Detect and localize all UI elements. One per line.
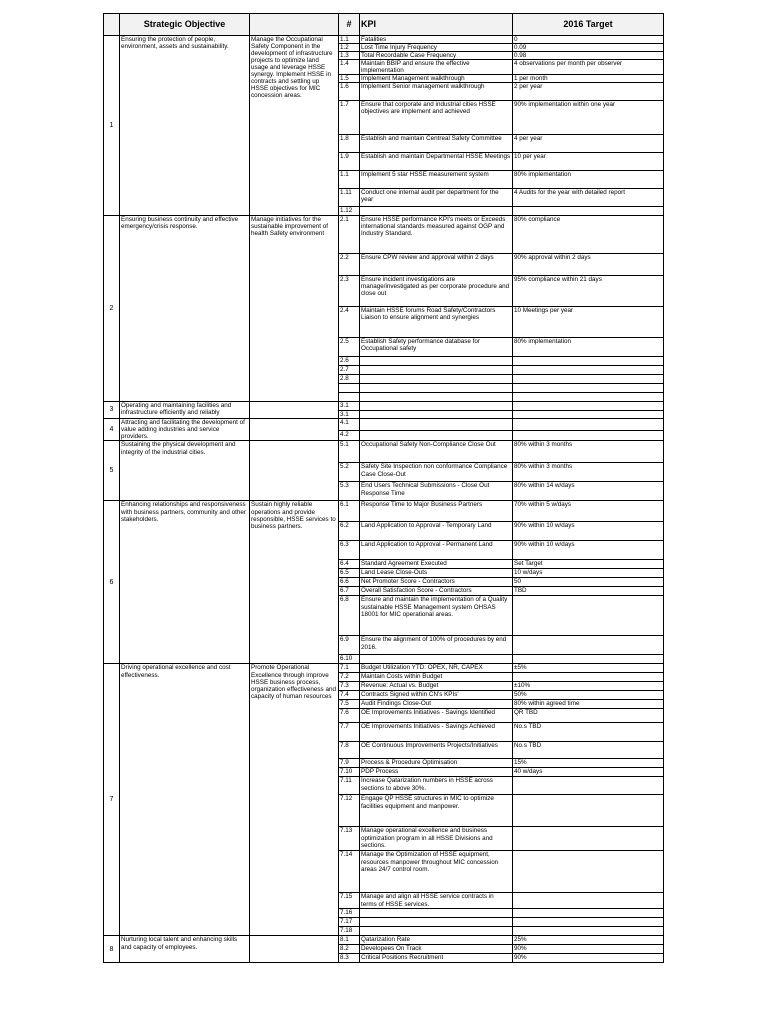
kpi-id: 7.14 <box>339 851 360 893</box>
kpi-target: 15% <box>513 759 664 768</box>
section-number: 8 <box>104 936 120 963</box>
kpi-target <box>513 384 664 393</box>
kpi-target <box>513 431 664 441</box>
strategic-objective: Driving operational excellence and cost effectiveness. <box>120 664 250 936</box>
kpi-target: QR TBD <box>513 709 664 723</box>
header-target: 2016 Target <box>513 14 664 36</box>
kpi-row <box>104 664 664 673</box>
kpi-target: 90% within 10 w/days <box>513 541 664 560</box>
kpi-id: 1.6 <box>339 83 360 101</box>
kpi-target: 80% compliance <box>513 216 664 254</box>
kpi-id: 6.3 <box>339 541 360 560</box>
kpi-text: Critical Positions Recruitment <box>360 954 513 963</box>
kpi-id: 1.11 <box>339 189 360 207</box>
initiative <box>250 419 339 441</box>
header-row <box>104 14 664 36</box>
kpi-id: 1.2 <box>339 44 360 52</box>
kpi-id: 1.8 <box>339 135 360 153</box>
kpi-text: Establish Safety performance database for Occupational safety <box>360 338 513 357</box>
kpi-text: Establish and maintain Centreal Safety Committee <box>360 135 513 153</box>
kpi-text: Land Lease Close-Outs <box>360 569 513 578</box>
kpi-id: 7.13 <box>339 827 360 851</box>
section-number: 2 <box>104 216 120 402</box>
kpi-id: 7.7 <box>339 723 360 742</box>
kpi-target: ±10% <box>513 682 664 691</box>
kpi-id: 1.3 <box>339 52 360 60</box>
kpi-target: 0.09 <box>513 44 664 52</box>
initiative <box>250 936 339 963</box>
kpi-id: 3.1 <box>339 411 360 419</box>
kpi-id: 7.4 <box>339 691 360 700</box>
kpi-id: 7.12 <box>339 795 360 827</box>
kpi-text: Overall Satisfaction Score - Contractors <box>360 587 513 596</box>
kpi-text <box>360 927 513 936</box>
kpi-target: 40 w/days <box>513 768 664 777</box>
kpi-text <box>360 419 513 431</box>
kpi-target <box>513 918 664 927</box>
kpi-id: 6.5 <box>339 569 360 578</box>
kpi-target: 90% within 10 w/days <box>513 522 664 541</box>
kpi-text <box>360 357 513 366</box>
kpi-table <box>103 13 664 963</box>
initiative: Sustain highly reliable operations and provide responsible, HSSE services to business partners. <box>250 501 339 664</box>
header-objective: Strategic Objective <box>120 14 250 36</box>
kpi-text: Land Application to Approval - Permanent Land <box>360 541 513 560</box>
kpi-text: OE Continuous Improvements Projects/Initiatives <box>360 742 513 759</box>
kpi-text: Land Application to Approval - Temporary Land <box>360 522 513 541</box>
kpi-text: PDP Process <box>360 768 513 777</box>
kpi-target: 10 Meetings per year <box>513 307 664 338</box>
kpi-text: Lost Time Injury Frequency <box>360 44 513 52</box>
kpi-id: 2.3 <box>339 276 360 307</box>
kpi-id: 1.5 <box>339 75 360 83</box>
kpi-text: Implement Senior management walkthrough <box>360 83 513 101</box>
kpi-text: Contracts Signed within CN's KPIs' <box>360 691 513 700</box>
kpi-id: 6.4 <box>339 560 360 569</box>
kpi-text: Qatarization Rate <box>360 936 513 945</box>
kpi-target <box>513 777 664 795</box>
kpi-target: No.s TBD <box>513 723 664 742</box>
kpi-target: No.s TBD <box>513 742 664 759</box>
initiative: Manage the Occupational Safety Component in the development of infrastructure projects to optimize land usage and leverage HSSE synergy. Implement HSSE in contracts and settling up HSSE objectives for MIC concession areas. <box>250 36 339 216</box>
kpi-target: 80% within agreed time <box>513 700 664 709</box>
kpi-text <box>360 909 513 918</box>
section-number: 6 <box>104 501 120 664</box>
kpi-target: TBD <box>513 587 664 596</box>
kpi-target <box>513 655 664 664</box>
kpi-id: 7.2 <box>339 673 360 682</box>
kpi-target: 70% within 5 w/days <box>513 501 664 522</box>
kpi-target <box>513 402 664 411</box>
kpi-row <box>104 419 664 431</box>
kpi-target <box>513 411 664 419</box>
kpi-id: 7.16 <box>339 909 360 918</box>
kpi-text <box>360 384 513 393</box>
kpi-id: 2.2 <box>339 254 360 276</box>
kpi-target <box>513 893 664 909</box>
kpi-text <box>360 393 513 402</box>
strategic-objective: Ensuring business continuity and effective emergency/crisis response. <box>120 216 250 402</box>
kpi-target: 90% implementation within one year <box>513 101 664 135</box>
kpi-text <box>360 366 513 375</box>
kpi-id: 6.10 <box>339 655 360 664</box>
kpi-id: 6.6 <box>339 578 360 587</box>
kpi-text: Safety Site Inspection non conformance Compliance Case Close-Out <box>360 463 513 482</box>
kpi-target: 80% within 14 w/days <box>513 482 664 501</box>
initiative <box>250 402 339 419</box>
kpi-id: 7.15 <box>339 893 360 909</box>
kpi-target <box>513 393 664 402</box>
kpi-text: Revenue: Actual vs. Budget <box>360 682 513 691</box>
kpi-row <box>104 216 664 254</box>
kpi-target <box>513 909 664 918</box>
kpi-id: 2.6 <box>339 357 360 366</box>
kpi-text: Fatalities <box>360 36 513 44</box>
kpi-text: OE Improvements Initiatives - Savings Identified <box>360 709 513 723</box>
kpi-text: Implement Management walkthrough <box>360 75 513 83</box>
kpi-id: 4.1 <box>339 419 360 431</box>
kpi-id <box>339 384 360 393</box>
kpi-text: Net Promoter Score - Contractors <box>360 578 513 587</box>
kpi-id: 2.7 <box>339 366 360 375</box>
header-initiative <box>250 14 339 36</box>
kpi-row <box>104 501 664 522</box>
kpi-id: 7.1 <box>339 664 360 673</box>
kpi-text: Ensure HSSE performance KPI's meets or Exceeds international standards measured against OGP and Industry Standard. <box>360 216 513 254</box>
kpi-target: 25% <box>513 936 664 945</box>
kpi-id: 8.1 <box>339 936 360 945</box>
kpi-text <box>360 655 513 664</box>
kpi-id: 6.2 <box>339 522 360 541</box>
section-number: 7 <box>104 664 120 936</box>
kpi-target: 4 per year <box>513 135 664 153</box>
kpi-target: 95% compliance within 21 days <box>513 276 664 307</box>
kpi-id: 7.17 <box>339 918 360 927</box>
kpi-text: Establish and maintain Departmental HSSE Meetings <box>360 153 513 171</box>
kpi-id: 1.1 <box>339 171 360 189</box>
kpi-target: 10 w/days <box>513 569 664 578</box>
kpi-text <box>360 207 513 216</box>
strategic-objective: Sustaining the physical development and integrity of the industrial cities. <box>120 441 250 501</box>
kpi-text: Occupational Safety Non-Compliance Close Out <box>360 441 513 463</box>
header-hash: # <box>339 14 360 36</box>
kpi-text: Manage and align all HSSE service contracts in terms of HSSE services. <box>360 893 513 909</box>
kpi-text <box>360 402 513 411</box>
kpi-target: 80% within 3 months <box>513 441 664 463</box>
kpi-target <box>513 366 664 375</box>
kpi-id: 1.12 <box>339 207 360 216</box>
kpi-id: 1.1 <box>339 36 360 44</box>
kpi-id: 3.1 <box>339 402 360 411</box>
kpi-id: 5.2 <box>339 463 360 482</box>
kpi-text: Ensure that corporate and industrial cities HSSE objectives are implement and achieved <box>360 101 513 135</box>
kpi-id: 8.3 <box>339 954 360 963</box>
kpi-id: 7.6 <box>339 709 360 723</box>
kpi-id: 6.8 <box>339 596 360 636</box>
strategic-objective: Enhancing relationships and responsiveness with business partners, community and other stakeholders. <box>120 501 250 664</box>
kpi-text <box>360 918 513 927</box>
section-number: 5 <box>104 441 120 501</box>
kpi-text: Ensure incident investigations are manage/investigated as per corporate procedure and close out <box>360 276 513 307</box>
kpi-id: 5.3 <box>339 482 360 501</box>
kpi-id: 1.4 <box>339 60 360 75</box>
kpi-id: 7.9 <box>339 759 360 768</box>
kpi-target: 90% approval within 2 days <box>513 254 664 276</box>
kpi-id: 7.5 <box>339 700 360 709</box>
kpi-target: 80% implementation <box>513 171 664 189</box>
kpi-id: 6.1 <box>339 501 360 522</box>
kpi-target: 80% implementation <box>513 338 664 357</box>
kpi-target: ±5% <box>513 664 664 673</box>
kpi-target: 0 <box>513 36 664 44</box>
kpi-id: 5.1 <box>339 441 360 463</box>
kpi-id: 2.5 <box>339 338 360 357</box>
kpi-target: 0.98 <box>513 52 664 60</box>
kpi-text <box>360 431 513 441</box>
kpi-text: Response Time to Major Business Partners <box>360 501 513 522</box>
initiative: Manage initiatives for the sustainable improvement of health Safety environment <box>250 216 339 402</box>
header-blank <box>104 14 120 36</box>
kpi-target: 90% <box>513 954 664 963</box>
kpi-target: 50 <box>513 578 664 587</box>
kpi-target: 90% <box>513 945 664 954</box>
kpi-text: Manage operational excellence and business optimization program in all HSSE Divisions and sections. <box>360 827 513 851</box>
kpi-target: 2 per year <box>513 83 664 101</box>
kpi-id: 8.2 <box>339 945 360 954</box>
kpi-target <box>513 673 664 682</box>
kpi-target <box>513 827 664 851</box>
kpi-text: Maintain BBIP and ensure the effective implementation <box>360 60 513 75</box>
kpi-id: 7.10 <box>339 768 360 777</box>
kpi-id: 1.9 <box>339 153 360 171</box>
initiative: Promote Operational Excellence through improve HSSE business process, organization effectiveness and capacity of human resources <box>250 664 339 936</box>
initiative <box>250 441 339 501</box>
kpi-id: 7.18 <box>339 927 360 936</box>
kpi-id: 7.8 <box>339 742 360 759</box>
kpi-target <box>513 207 664 216</box>
kpi-target <box>513 419 664 431</box>
kpi-text: Standard Agreement Executed <box>360 560 513 569</box>
kpi-id: 7.11 <box>339 777 360 795</box>
kpi-table-body <box>104 36 664 963</box>
kpi-text: Developees On Track <box>360 945 513 954</box>
kpi-id <box>339 393 360 402</box>
kpi-id: 2.1 <box>339 216 360 254</box>
kpi-target: Set Target <box>513 560 664 569</box>
kpi-id: 7.3 <box>339 682 360 691</box>
kpi-row <box>104 441 664 463</box>
kpi-text: Maintain HSSE forums Road Safety/Contractors Liaison to ensure alignment and synergies <box>360 307 513 338</box>
kpi-text: Budget Utilization YTD: OPEX, NR, CAPEX <box>360 664 513 673</box>
kpi-target <box>513 851 664 893</box>
kpi-text: Process & Procedure Optimisation <box>360 759 513 768</box>
kpi-text: Maintain Costs within Budget <box>360 673 513 682</box>
kpi-target: 4 observations per month per observer <box>513 60 664 75</box>
kpi-target <box>513 375 664 384</box>
kpi-target: 10 per year <box>513 153 664 171</box>
header-kpi: KPI <box>360 14 513 36</box>
kpi-target: 1 per month <box>513 75 664 83</box>
kpi-id: 2.4 <box>339 307 360 338</box>
kpi-target: 80% within 3 months <box>513 463 664 482</box>
kpi-text: Ensure CPW review and approval within 2 days <box>360 254 513 276</box>
kpi-text: Engage QP HSSE structures in MIC to optimize facilities equipment and manpower. <box>360 795 513 827</box>
kpi-row <box>104 402 664 411</box>
kpi-text: End Users Technical Submissions - Close Out Response Time <box>360 482 513 501</box>
kpi-text: Ensure and maintain the implementation of a Quality sustainable HSSE Management system OHSAS 18001 for MIC operational areas. <box>360 596 513 636</box>
kpi-id: 1.7 <box>339 101 360 135</box>
section-number: 4 <box>104 419 120 441</box>
kpi-text: Manage the Optimization of HSSE equipment, resources manpower throughout MIC concession areas 24/7 control room. <box>360 851 513 893</box>
kpi-text: OE Improvements Initiatives - Savings Achieved <box>360 723 513 742</box>
kpi-target <box>513 596 664 636</box>
kpi-target <box>513 636 664 655</box>
kpi-text: Implement 5 star HSSE measurement system <box>360 171 513 189</box>
kpi-text: Ensure the alignment of 100% of procedures by end 2016. <box>360 636 513 655</box>
kpi-target <box>513 357 664 366</box>
kpi-text <box>360 375 513 384</box>
section-number: 3 <box>104 402 120 419</box>
kpi-text: Increase Qatarization numbers in HSSE across sections to above 30%. <box>360 777 513 795</box>
kpi-text <box>360 411 513 419</box>
strategic-objective: Operating and maintaining facilities and infrastructure efficiently and reliably <box>120 402 250 419</box>
kpi-row <box>104 36 664 44</box>
strategic-objective: Ensuring the protection of people, environment, assets and sustainability. <box>120 36 250 216</box>
kpi-target: 50% <box>513 691 664 700</box>
kpi-text: Conduct one internal audit per department for the year <box>360 189 513 207</box>
kpi-id: 6.9 <box>339 636 360 655</box>
strategic-objective: Nurturing local talent and enhancing skills and capacity of employees. <box>120 936 250 963</box>
kpi-text: Audit Findings Close-Out <box>360 700 513 709</box>
kpi-text: Total Recordable Case Frequency <box>360 52 513 60</box>
kpi-id: 2.8 <box>339 375 360 384</box>
kpi-id: 4.2 <box>339 431 360 441</box>
kpi-id: 6.7 <box>339 587 360 596</box>
kpi-target: 4 Audits for the year with detailed report <box>513 189 664 207</box>
section-number: 1 <box>104 36 120 216</box>
strategic-objective: Attracting and facilitating the development of value adding industries and service providers. <box>120 419 250 441</box>
kpi-target <box>513 927 664 936</box>
kpi-target <box>513 795 664 827</box>
kpi-row <box>104 936 664 945</box>
